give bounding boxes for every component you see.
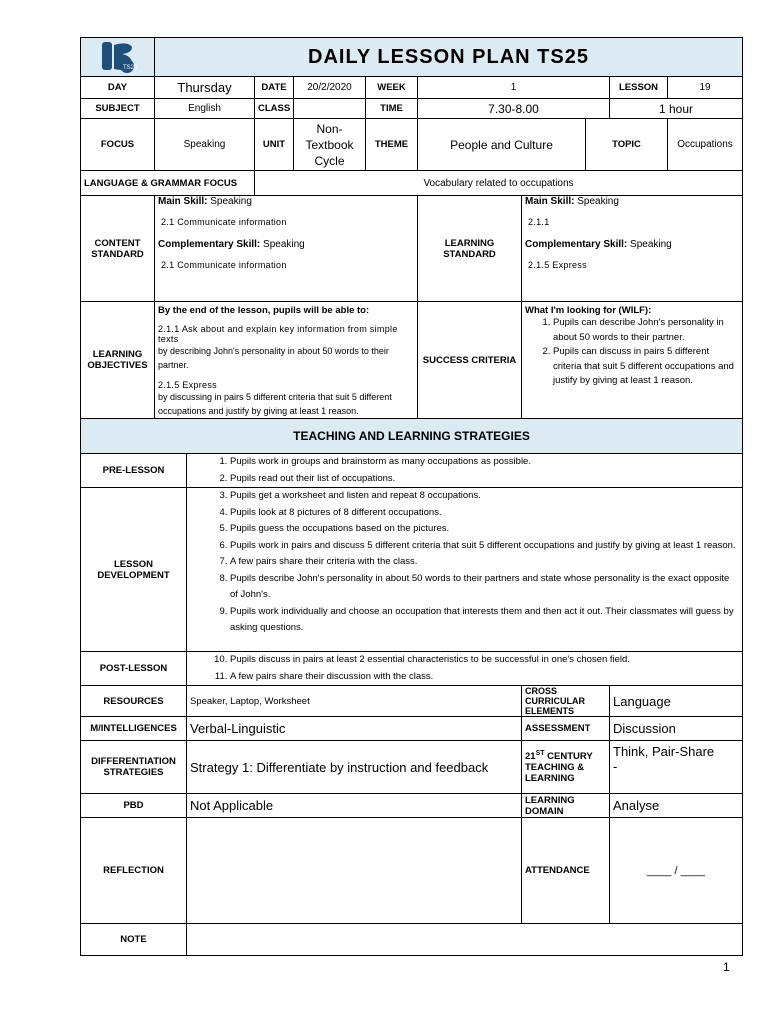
- list-item: 4. Pupils look at 8 pictures of 8 different occupations.: [230, 505, 739, 522]
- post-lesson-list: [190, 652, 739, 685]
- main-skill-label: Main Skill:: [158, 196, 208, 207]
- unit-value: Non-Textbook Cycle: [294, 119, 366, 171]
- date-value: 20/2/2020: [294, 77, 366, 99]
- objective-2-code: 2.1.5 Express: [158, 380, 217, 390]
- success-criterion: 2. Pupils can discuss in pairs 5 different criteria that suit 5 different occupations and justify by giving at least 1 reason.: [553, 345, 739, 389]
- page-number: 1: [723, 960, 730, 974]
- learning-domain-value: Analyse: [610, 794, 743, 818]
- ls-main-code: 2.1.1: [528, 217, 550, 227]
- success-criterion: 1. Pupils can describe John's personality in about 50 words to their partner.: [553, 316, 739, 345]
- lesson-value: 19: [668, 77, 743, 99]
- content-comp-code: 2.1 Communicate information: [161, 260, 287, 270]
- main-skill-value: Speaking: [210, 196, 252, 207]
- reflection-label: REFLECTION: [81, 818, 187, 924]
- list-item: 11. A few pairs share their discussion with the class.: [230, 669, 739, 686]
- time-label: TIME: [366, 99, 418, 119]
- lesson-development-label: LESSON DEVELOPMENT: [81, 488, 187, 652]
- century-learning-label: 21ST CENTURY TEACHING & LEARNING: [522, 741, 610, 794]
- learning-standard-cell: [522, 196, 743, 302]
- century-learning-dash: -: [613, 759, 618, 774]
- week-value: 1: [418, 77, 610, 99]
- attendance-value[interactable]: ____ / ____: [610, 818, 743, 924]
- success-criteria-list: [525, 316, 739, 389]
- theme-label: THEME: [366, 119, 418, 171]
- resources-label: RESOURCES: [81, 686, 187, 717]
- ls-main-skill-value: Speaking: [577, 196, 619, 207]
- content-main-code: 2.1 Communicate information: [161, 217, 287, 227]
- logo-text: TS25: [122, 65, 137, 71]
- success-criteria-label: SUCCESS CRITERIA: [418, 302, 522, 419]
- week-label: WEEK: [366, 77, 418, 99]
- subject-label: SUBJECT: [81, 99, 155, 119]
- list-item: 3. Pupils get a worksheet and listen and repeat 8 occupations.: [230, 488, 739, 505]
- comp-skill-value: Speaking: [263, 239, 305, 250]
- pre-lesson-cell: [187, 454, 743, 488]
- objective-1-code: 2.1.1 Ask about and explain key information from simple texts: [158, 324, 398, 344]
- duration-value: 1 hour: [610, 99, 743, 119]
- list-item: 5. Pupils guess the occupations based on the pictures.: [230, 521, 739, 538]
- topic-label: TOPIC: [586, 119, 668, 171]
- assessment-value: Discussion: [610, 717, 743, 741]
- cross-curricular-label: CROSS CURRICULAR ELEMENTS: [522, 686, 610, 717]
- note-label: NOTE: [81, 924, 187, 956]
- post-lesson-cell: [187, 652, 743, 686]
- logo-cell: [81, 38, 155, 77]
- language-focus-value: Vocabulary related to occupations: [255, 171, 743, 196]
- class-label: CLASS: [255, 99, 294, 119]
- differentiation-label: DIFFERENTIATION STRATEGIES: [81, 741, 187, 794]
- learning-objectives-cell: [155, 302, 418, 419]
- class-value: [294, 99, 366, 119]
- success-criteria-cell: [522, 302, 743, 419]
- century-learning-cell: [610, 741, 743, 794]
- objective-2-text: by discussing in pairs 5 different criteria that suit 5 different occupations and justify by giving at least 1 reason.: [158, 392, 392, 416]
- learning-objectives-label: LEARNING OBJECTIVES: [81, 302, 155, 419]
- time-value: 7.30-8.00: [418, 99, 610, 119]
- ts25-logo: [98, 39, 138, 75]
- attendance-label: ATTENDANCE: [522, 818, 610, 924]
- differentiation-value: Strategy 1: Differentiate by instruction and feedback: [187, 741, 522, 794]
- post-lesson-label: POST-LESSON: [81, 652, 187, 686]
- language-focus-label: LANGUAGE & GRAMMAR FOCUS: [81, 171, 255, 196]
- date-label: DATE: [255, 77, 294, 99]
- objectives-intro: By the end of the lesson, pupils will be able to:: [158, 305, 370, 316]
- teaching-strategies-heading: TEACHING AND LEARNING STRATEGIES: [81, 419, 743, 454]
- pbd-label: PBD: [81, 794, 187, 818]
- objective-1-text: by describing John's personality in about 50 words to their partner.: [158, 346, 389, 370]
- wilf-heading: What I'm looking for (WILF):: [525, 305, 652, 316]
- lesson-label: LESSON: [610, 77, 668, 99]
- learning-domain-label: LEARNING DOMAIN: [522, 794, 610, 818]
- assessment-label: ASSESSMENT: [522, 717, 610, 741]
- focus-value: Speaking: [155, 119, 255, 171]
- comp-skill-label: Complementary Skill:: [158, 239, 261, 250]
- lesson-plan-table: [80, 37, 743, 956]
- pre-lesson-label: PRE-LESSON: [81, 454, 187, 488]
- ls-comp-skill-label: Complementary Skill:: [525, 239, 628, 250]
- day-label: DAY: [81, 77, 155, 99]
- subject-value: English: [155, 99, 255, 119]
- learning-standard-label: LEARNING STANDARD: [418, 196, 522, 302]
- unit-label: UNIT: [255, 119, 294, 171]
- list-item: 10. Pupils discuss in pairs at least 2 essential characteristics to be successful in one's chosen field.: [230, 652, 739, 669]
- intelligences-label: M/INTELLIGENCES: [81, 717, 187, 741]
- intelligences-value: Verbal-Linguistic: [187, 717, 522, 741]
- list-item: 9. Pupils work individually and choose an occupation that interests them and then act it out. Their classmates will guess by asking questions.: [230, 604, 739, 637]
- ls-main-skill-label: Main Skill:: [525, 196, 575, 207]
- topic-value: Occupations: [668, 119, 743, 171]
- ls-comp-code: 2.1.5 Express: [528, 260, 587, 270]
- century-learning-value: Think, Pair-Share: [613, 744, 715, 759]
- page-title: DAILY LESSON PLAN TS25: [155, 38, 743, 77]
- pre-lesson-list: [190, 454, 739, 487]
- content-standard-label: CONTENT STANDARD: [81, 196, 155, 302]
- ls-comp-skill-value: Speaking: [630, 239, 672, 250]
- cross-curricular-value: Language: [610, 686, 743, 717]
- lesson-plan-page: [80, 37, 742, 956]
- focus-label: FOCUS: [81, 119, 155, 171]
- reflection-value[interactable]: [187, 818, 522, 924]
- note-value[interactable]: [187, 924, 743, 956]
- content-standard-cell: [155, 196, 418, 302]
- theme-value: People and Culture: [418, 119, 586, 171]
- list-item: 1. Pupils work in groups and brainstorm as many occupations as possible.: [230, 454, 739, 471]
- list-item: 7. A few pairs share their criteria with the class.: [230, 554, 739, 571]
- list-item: 2. Pupils read out their list of occupations.: [230, 471, 739, 488]
- list-item: 8. Pupils describe John's personality in about 50 words to their partners and state whose personality is the exact opposite of John's.: [230, 571, 739, 604]
- day-value: Thursday: [155, 77, 255, 99]
- pbd-value: Not Applicable: [187, 794, 522, 818]
- resources-value: Speaker, Laptop, Worksheet: [187, 686, 522, 717]
- list-item: 6. Pupils work in pairs and discuss 5 different criteria that suit 5 different occupations and justify by giving at least 1 reason.: [230, 538, 739, 555]
- lesson-development-cell: [187, 488, 743, 652]
- lesson-development-list: [190, 488, 739, 637]
